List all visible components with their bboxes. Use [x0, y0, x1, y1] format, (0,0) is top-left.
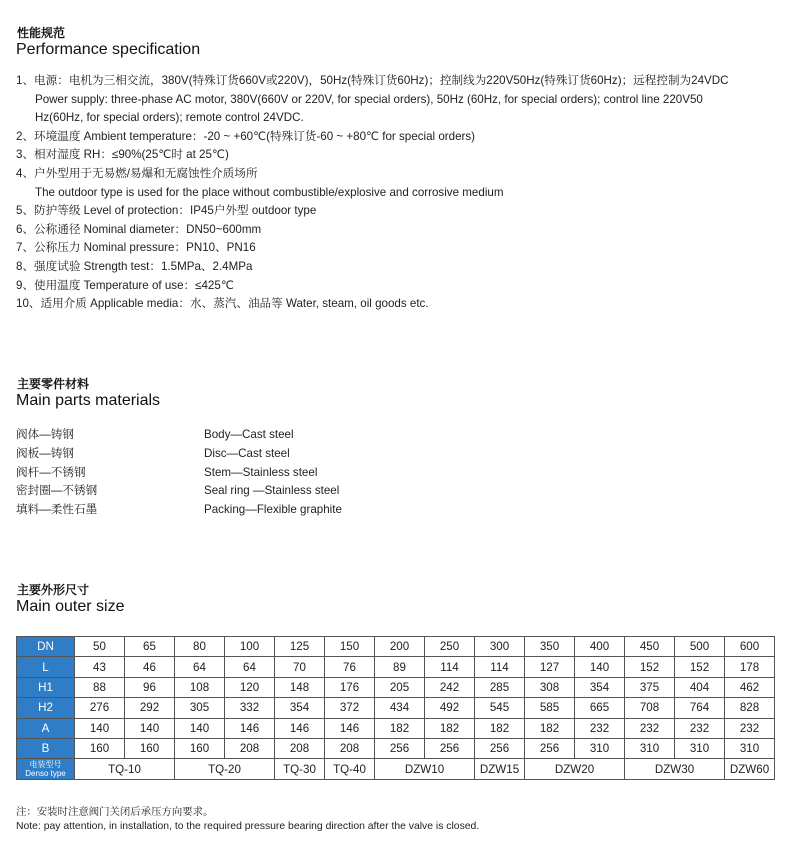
spec-line: Hz(60Hz, for special orders); remote control 24VDC.: [35, 111, 304, 125]
table-cell: 372: [325, 698, 375, 718]
materials-title-cn: 主要零件材料: [17, 377, 90, 391]
material-row: [16, 501, 342, 520]
row-header: B: [17, 738, 75, 758]
table-cell: 354: [275, 698, 325, 718]
model-row-header: [17, 759, 75, 780]
spec-line: Power supply: three-phase AC motor, 380V(660V or 220V, for special orders), 50Hz (60Hz, for special orders); control line 220V50: [35, 92, 703, 106]
model-label-en: Denso type: [25, 769, 66, 779]
table-cell: 140: [575, 657, 625, 677]
table-cell: 152: [625, 657, 675, 677]
spec-line: The outdoor type is used for the place without combustible/explosive and corrosive medium: [35, 185, 504, 199]
table-cell: 310: [725, 738, 775, 758]
table-cell: 89: [375, 657, 425, 677]
table-cell: 828: [725, 698, 775, 718]
table-row: [17, 637, 775, 657]
table-cell: 492: [425, 698, 475, 718]
material-cn: 阀杆—不锈钢: [16, 465, 86, 479]
note-cn: 注：安装时注意阀门关闭后承压方向要求。: [16, 807, 214, 818]
table-cell: 182: [375, 718, 425, 738]
material-row: [16, 445, 342, 464]
table-cell: 434: [375, 698, 425, 718]
table-cell: 305: [175, 698, 225, 718]
row-header: L: [17, 657, 75, 677]
spec-line: 10、适用介质 Applicable media：水、蒸汽、油品等 Water, steam, oil goods etc.: [16, 297, 429, 311]
material-en: Seal ring —Stainless steel: [204, 484, 340, 498]
table-cell: 148: [275, 677, 325, 697]
table-cell: 400: [575, 637, 625, 657]
table-cell: 256: [475, 738, 525, 758]
table-row: [17, 698, 775, 718]
material-cn: 密封圈—不锈钢: [16, 484, 98, 498]
table-cell: 150: [325, 637, 375, 657]
table-cell: 585: [525, 698, 575, 718]
spec-line: 9、使用温度 Temperature of use：≤425℃: [16, 278, 234, 292]
material-row: [16, 426, 342, 445]
table-cell: 300: [475, 637, 525, 657]
table-cell: 127: [525, 657, 575, 677]
table-cell: 310: [675, 738, 725, 758]
outer-size-title-en: Main outer size: [16, 598, 125, 615]
table-cell: 140: [75, 718, 125, 738]
table-cell: 182: [525, 718, 575, 738]
table-cell: 176: [325, 677, 375, 697]
table-cell: 208: [275, 738, 325, 758]
table-cell: 70: [275, 657, 325, 677]
spec-line: 5、防护等级 Level of protection：IP45户外型 outdoor type: [16, 204, 317, 218]
outer-size-title-cn: 主要外形尺寸: [17, 583, 90, 597]
material-en: Packing—Flexible graphite: [204, 503, 342, 517]
table-cell: 125: [275, 637, 325, 657]
table-row: [17, 718, 775, 738]
table-cell: 146: [325, 718, 375, 738]
table-cell: 50: [75, 637, 125, 657]
table-cell: 88: [75, 677, 125, 697]
spec-line: 4、户外型用于无易燃/易爆和无腐蚀性介质场所: [16, 166, 258, 180]
table-cell: 450: [625, 637, 675, 657]
table-cell: 146: [225, 718, 275, 738]
row-header: H2: [17, 698, 75, 718]
performance-title-en: Performance specification: [16, 41, 201, 58]
table-cell: 232: [575, 718, 625, 738]
row-header: DN: [17, 637, 75, 657]
table-cell: 120: [225, 677, 275, 697]
table-cell: 764: [675, 698, 725, 718]
performance-title-cn: 性能规范: [17, 26, 66, 40]
model-cell: TQ-40: [325, 759, 375, 780]
model-cell: DZW60: [725, 759, 775, 780]
model-label-cn: 电装型号: [29, 760, 62, 770]
table-cell: 114: [475, 657, 525, 677]
model-cell: DZW10: [375, 759, 475, 780]
table-cell: 182: [425, 718, 475, 738]
table-cell: 250: [425, 637, 475, 657]
table-cell: 256: [525, 738, 575, 758]
table-cell: 308: [525, 677, 575, 697]
table-cell: 160: [125, 738, 175, 758]
table-cell: 160: [75, 738, 125, 758]
table-cell: 114: [425, 657, 475, 677]
table-cell: 500: [675, 637, 725, 657]
table-cell: 160: [175, 738, 225, 758]
table-cell: 208: [325, 738, 375, 758]
table-row: [17, 657, 775, 677]
table-cell: 276: [75, 698, 125, 718]
model-cell: DZW20: [525, 759, 625, 780]
table-cell: 152: [675, 657, 725, 677]
table-cell: 350: [525, 637, 575, 657]
performance-list: [16, 72, 796, 314]
materials-title-en: Main parts materials: [16, 392, 161, 409]
table-cell: 285: [475, 677, 525, 697]
table-cell: 292: [125, 698, 175, 718]
table-cell: 108: [175, 677, 225, 697]
table-cell: 545: [475, 698, 525, 718]
outer-size-table: [16, 636, 775, 780]
table-cell: 232: [675, 718, 725, 738]
table-cell: 140: [175, 718, 225, 738]
table-row: [17, 677, 775, 697]
table-cell: 462: [725, 677, 775, 697]
spec-line: 3、相对湿度 RH：≤90%(25℃时 at 25℃): [16, 148, 229, 162]
table-cell: 76: [325, 657, 375, 677]
table-cell: 208: [225, 738, 275, 758]
model-cell: TQ-20: [175, 759, 275, 780]
spec-line: 8、强度试验 Strength test：1.5MPa、2.4MPa: [16, 259, 253, 273]
table-cell: 100: [225, 637, 275, 657]
material-en: Stem—Stainless steel: [204, 465, 318, 479]
row-header: H1: [17, 677, 75, 697]
table-cell: 80: [175, 637, 225, 657]
table-cell: 146: [275, 718, 325, 738]
table-cell: 600: [725, 637, 775, 657]
table-cell: 178: [725, 657, 775, 677]
model-cell: DZW30: [625, 759, 725, 780]
table-cell: 332: [225, 698, 275, 718]
table-cell: 64: [225, 657, 275, 677]
table-cell: 665: [575, 698, 625, 718]
material-row: [16, 464, 342, 483]
spec-line: 1、电源：电机为三相交流，380V(特殊订货660V或220V)，50Hz(特殊订货60Hz)；控制线为220V50Hz(特殊订货60Hz)；远程控制为24VDC: [16, 74, 729, 87]
table-cell: 43: [75, 657, 125, 677]
spec-line: 7、公称压力 Nominal pressure：PN10、PN16: [16, 241, 256, 255]
model-cell: DZW15: [475, 759, 525, 780]
table-cell: 354: [575, 677, 625, 697]
spec-line: 2、环境温度 Ambient temperature：-20 ~ +60℃(特殊订货-60 ~ +80℃ for special orders): [16, 129, 476, 143]
model-row: [17, 759, 775, 780]
material-cn: 阀板—铸钢: [16, 446, 74, 460]
note-en: Note: pay attention, in installation, to the required pressure bearing direction after the valve is closed.: [16, 821, 480, 832]
table-cell: 182: [475, 718, 525, 738]
material-en: Body—Cast steel: [204, 428, 294, 441]
table-cell: 205: [375, 677, 425, 697]
material-en: Disc—Cast steel: [204, 446, 290, 460]
material-cn: 填料—柔性石墨: [16, 503, 98, 517]
table-cell: 64: [175, 657, 225, 677]
table-cell: 310: [625, 738, 675, 758]
table-cell: 256: [375, 738, 425, 758]
table-row: [17, 738, 775, 758]
row-header: A: [17, 718, 75, 738]
table-cell: 232: [725, 718, 775, 738]
table-cell: 310: [575, 738, 625, 758]
material-row: [16, 482, 342, 501]
install-note: [16, 806, 479, 834]
table-cell: 708: [625, 698, 675, 718]
table-cell: 46: [125, 657, 175, 677]
table-cell: 140: [125, 718, 175, 738]
spec-line: 6、公称通径 Nominal diameter：DN50~600mm: [16, 222, 262, 236]
table-cell: 375: [625, 677, 675, 697]
model-cell: TQ-30: [275, 759, 325, 780]
table-cell: 242: [425, 677, 475, 697]
table-cell: 256: [425, 738, 475, 758]
table-cell: 65: [125, 637, 175, 657]
material-cn: 阀体—铸钢: [16, 428, 74, 441]
materials-list: [16, 426, 342, 520]
model-cell: TQ-10: [75, 759, 175, 780]
table-cell: 200: [375, 637, 425, 657]
table-cell: 232: [625, 718, 675, 738]
table-cell: 96: [125, 677, 175, 697]
table-cell: 404: [675, 677, 725, 697]
